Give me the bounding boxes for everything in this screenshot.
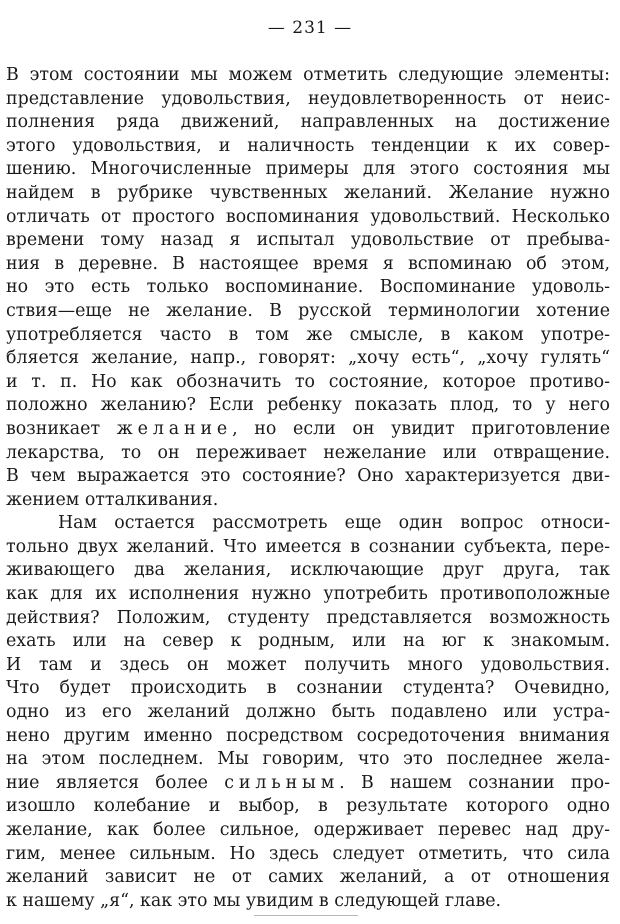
body-text	[6, 64, 610, 913]
text-segment: , но если он увидит приготовление	[232, 418, 610, 439]
text-line: жением отталкивания.	[6, 489, 219, 510]
text-line: тольно двух желаний. Что имеется в сознании субъекта, пере-	[6, 536, 610, 557]
text-line	[6, 418, 610, 442]
text-line: Что будет происходить в сознании студента? Очевидно,	[6, 678, 610, 699]
text-line: но это есть только воспоминание. Воспоминание удоволь-	[6, 277, 610, 298]
text-line: И там и здесь он может получить много удовольствия.	[6, 654, 610, 675]
text-line: отличать от простого воспоминания удовольствий. Несколько	[6, 206, 610, 227]
text-line: полнения ряда движений, направленных на достижение	[6, 112, 610, 133]
text-line: и т. п. Но как обозначить то состояние, которое противо-	[6, 371, 610, 392]
text-line	[6, 772, 610, 796]
text-line: живающего два желания, исключающие друг друга, так	[6, 560, 610, 581]
text-line: желание, как более сильное, одерживает перевес над дру-	[6, 820, 610, 840]
text-line: представление удовольствия, неудовлетворенность от неис-	[6, 88, 610, 109]
text-line: ния в деревне. В настоящее время я вспоминаю об этом,	[6, 253, 610, 274]
text-line: В этом состоянии мы можем отметить следующие элементы:	[6, 65, 610, 85]
text-line: найдем в рубрике чувственных желаний. Желание нужно	[6, 182, 610, 203]
text-line: В чем выражается это состояние? Оно характеризуется дви-	[6, 466, 610, 487]
text-line: положно желанию? Если ребенку показать плод, то у него	[6, 395, 610, 416]
text-line: изошло колебание и выбор, в результате которого одно	[6, 796, 610, 817]
page-number: — 231 —	[267, 18, 353, 38]
text-segment: . В нашем сознании про-	[339, 772, 610, 793]
text-line: действия? Положим, студенту представляется возможность	[6, 607, 610, 628]
text-line: одно из его желаний должно быть подавлено или устра-	[6, 702, 610, 723]
text-line: к нашему „я“, как это мы увидим в следующей главе.	[6, 890, 502, 911]
emphasized-word: желание	[116, 418, 233, 439]
emphasized-word: сильным	[224, 772, 340, 793]
text-line: этого удовольствия, и наличность тенденции к их совер-	[6, 135, 610, 156]
text-line: на этом последнем. Мы говорим, что это последнее жела-	[6, 749, 610, 770]
text-line: желаний зависит не от самих желаний, а от отношения	[6, 867, 610, 888]
text-line: ствия—еще не желание. В русской терминологии хотение	[6, 300, 610, 321]
text-line: нено другим именно посредством сосредоточения внимания	[6, 725, 610, 746]
text-segment: ние является более	[6, 772, 208, 793]
text-line: Нам остается рассмотреть еще один вопрос относи-	[58, 513, 610, 534]
text-line: лекарства, то он переживает нежелание или отвращение.	[6, 442, 610, 463]
footer-rule	[254, 915, 358, 916]
text-line: как для их исполнения нужно употребить противоположные	[6, 584, 610, 605]
text-line: употребляется часто в том же смысле, в каком употре-	[6, 324, 610, 345]
text-line: гим, менее сильным. Но здесь следует отметить, что сила	[6, 843, 610, 864]
paragraph-2	[6, 512, 610, 913]
text-line: бляется желание, напр., говорят: „хочу есть“, „хочу гулять“	[6, 348, 610, 369]
text-line: времени тому назад я испытал удовольствие от пребыва-	[6, 230, 610, 251]
text-segment: возникает	[6, 418, 101, 439]
text-line: шению. Многочисленные примеры для этого состояния мы	[6, 159, 610, 180]
paragraph-1	[6, 64, 610, 512]
text-line: ехать или на север к родным, или на юг к знакомым.	[6, 631, 610, 652]
